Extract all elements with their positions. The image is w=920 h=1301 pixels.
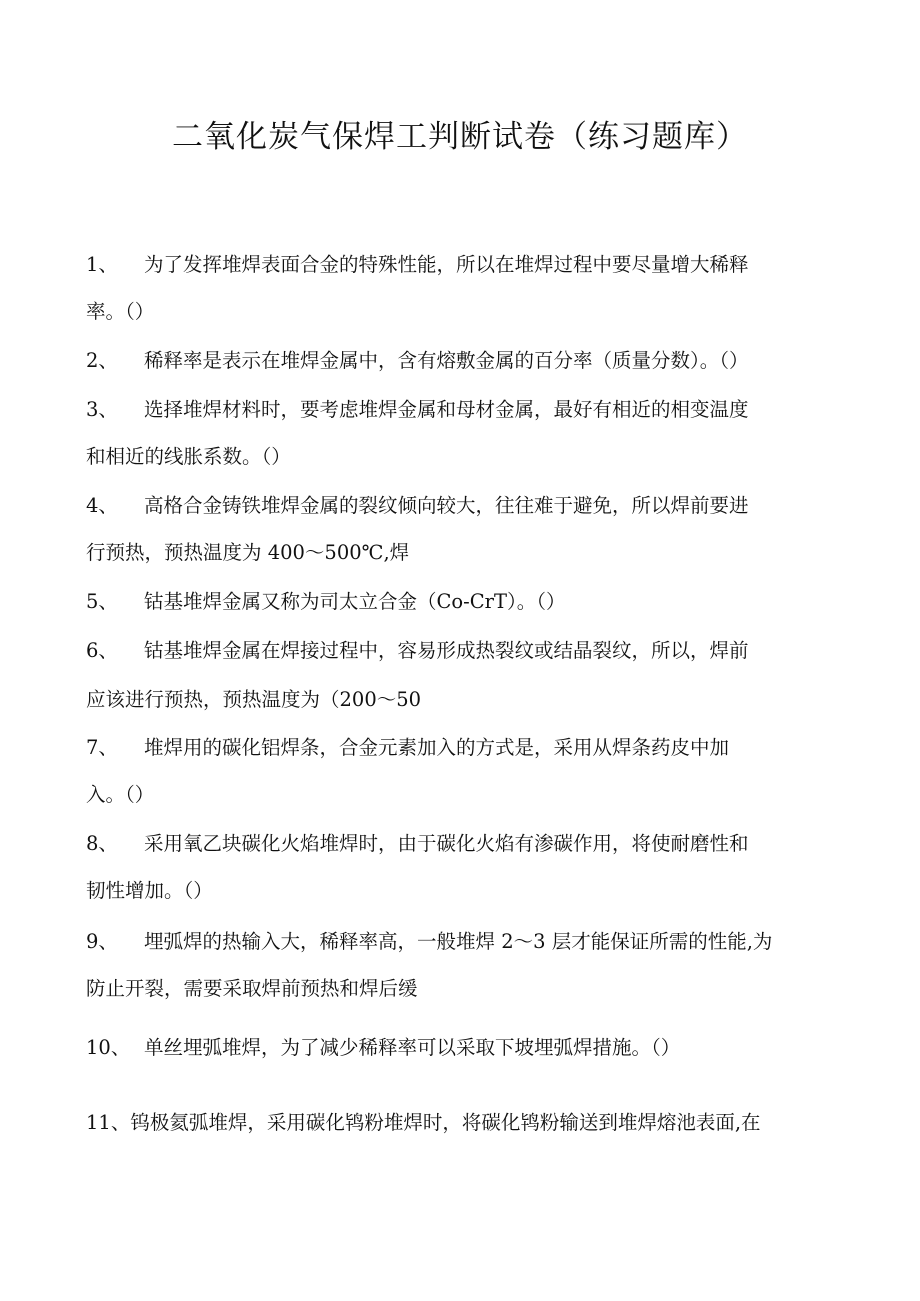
question-7-line-2: 入。（）	[86, 783, 155, 806]
question-number: 6、	[86, 639, 118, 662]
question-text: 采用氧乙块碳化火焰堆焊时，由于碳化火焰有渗碳作用，将使耐磨性和	[144, 832, 749, 855]
question-6-line-1	[86, 636, 749, 666]
question-5-line-1	[86, 587, 566, 617]
question-4-line-2: 行预热，预热温度为 400～500℃,焊	[86, 541, 410, 564]
question-text: 稀释率是表示在堆焊金属中，含有熔敷金属的百分率（质量分数）。（）	[144, 349, 749, 372]
question-8-line-2: 韧性增加。（）	[86, 879, 213, 902]
question-number: 9、	[86, 930, 118, 953]
question-7-line-1	[86, 733, 729, 763]
question-3-line-1	[86, 395, 749, 425]
question-number: 4、	[86, 494, 118, 517]
question-number: 7、	[86, 736, 118, 759]
question-text: 钨极氦弧堆焊，采用碳化鸨粉堆焊时，将碳化鸨粉输送到堆焊熔池表面,在	[130, 1111, 761, 1134]
question-number: 3、	[86, 398, 118, 421]
document-title: 二氧化炭气保焊工判断试卷（练习题库）	[172, 119, 748, 155]
question-text: 为了发挥堆焊表面合金的特殊性能，所以在堆焊过程中要尽量增大稀释	[144, 253, 749, 276]
question-number: 10、	[86, 1036, 131, 1059]
question-text: 钴基堆焊金属在焊接过程中，容易形成热裂纹或结晶裂纹，所以，焊前	[144, 639, 749, 662]
question-text: 埋弧焊的热输入大，稀释率高，一般堆焊 2～3 层才能保证所需的性能,为	[144, 930, 773, 953]
question-number: 2、	[86, 349, 118, 372]
question-9-line-1	[86, 927, 772, 957]
question-2-line-1	[86, 346, 749, 376]
question-text: 钴基堆焊金属又称为司太立合金（Co-CrT）。（）	[144, 590, 566, 613]
question-6-line-2: 应该进行预热，预热温度为（200～50	[86, 688, 422, 711]
question-text: 堆焊用的碳化铝焊条，合金元素加入的方式是，采用从焊条药皮中加	[144, 736, 730, 759]
question-1-line-2: 率。（）	[86, 300, 155, 323]
question-text: 选择堆焊材料时，要考虑堆焊金属和母材金属，最好有相近的相变温度	[144, 398, 749, 421]
question-text: 高格合金铸铁堆焊金属的裂纹倾向较大，往往难于避免，所以焊前要进	[144, 494, 749, 517]
question-text: 单丝埋弧堆焊，为了减少稀释率可以采取下坡埋弧焊措施。（）	[144, 1036, 681, 1059]
question-number: 5、	[86, 590, 118, 613]
question-9-line-2: 防止开裂，需要采取焊前预热和焊后缓	[86, 977, 418, 1000]
question-11-line-1	[86, 1108, 761, 1138]
question-number: 11、	[86, 1111, 131, 1134]
question-1-line-1	[86, 250, 749, 280]
question-3-line-2: 和相近的线胀系数。（）	[86, 445, 291, 468]
question-10-line-1	[86, 1033, 680, 1063]
question-8-line-1	[86, 829, 749, 859]
question-number: 8、	[86, 832, 118, 855]
question-4-line-1	[86, 491, 749, 521]
question-number: 1、	[86, 253, 118, 276]
